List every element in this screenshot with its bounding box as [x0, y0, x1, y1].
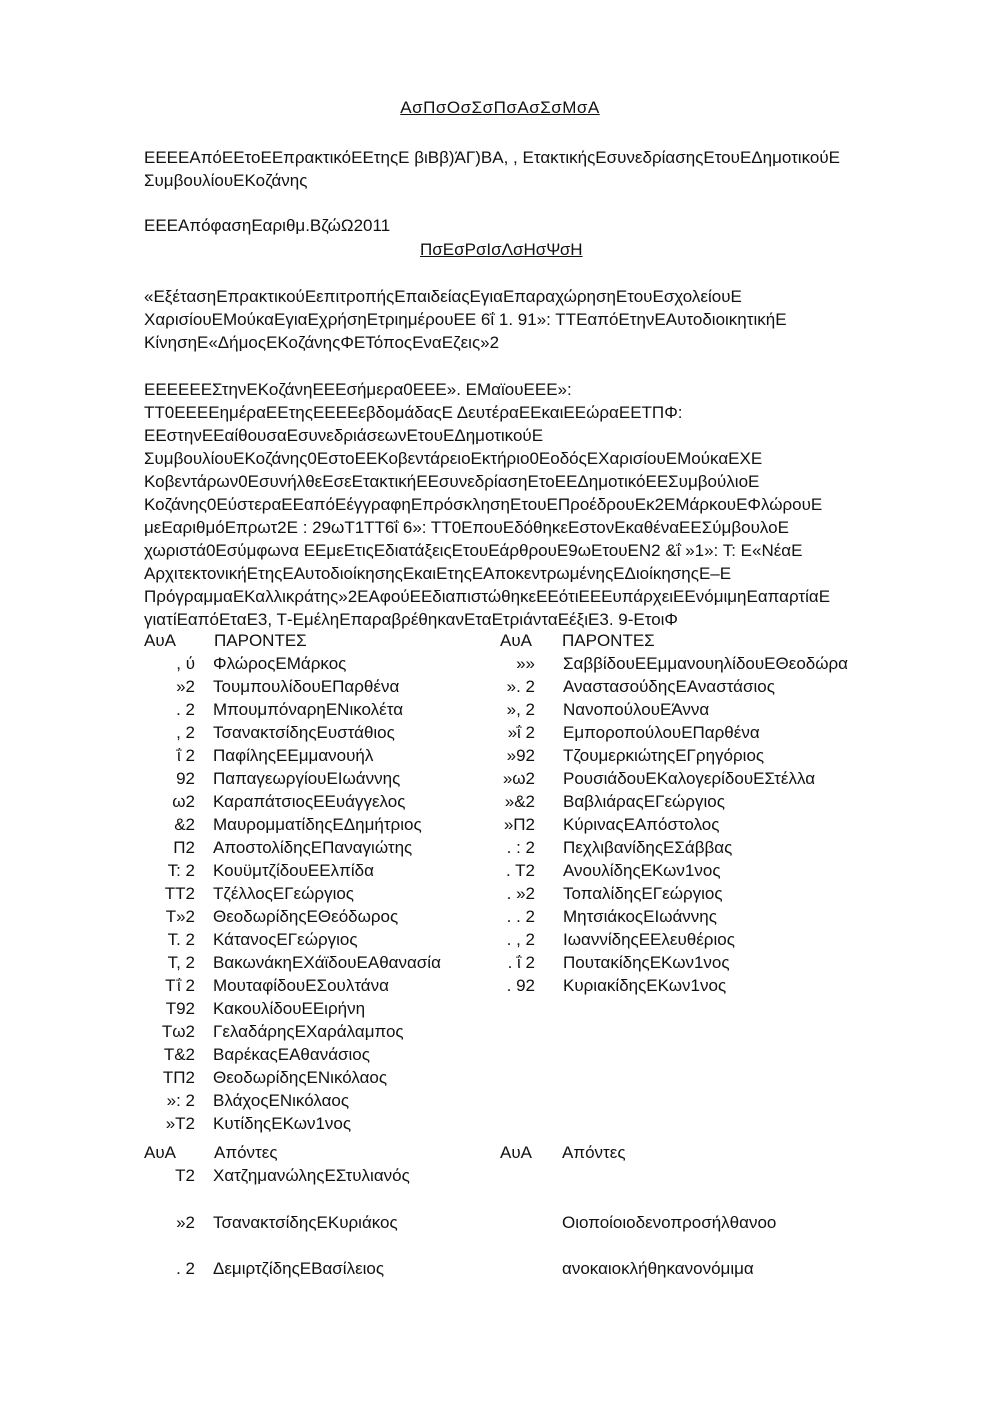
member-number: , ύ	[176, 654, 195, 673]
member-name: ΠαφίληςΕΕμμανουήλ	[213, 746, 374, 765]
decision-title: «ΕξέτασηΕπρακτικούΕεπιτροπήςΕπαιδείαςΕγιαΕπαραχώρησηΕτουΕσχολείουΕ ΧαρισίουΕΜούκαΕγιαΕχρήσηΕτριημέρουΕΕ 6ΐ 1. 91»: ΤΤΕαπόΕτηνΕΑυτοδιοικητικήΕ ΚίνησηΕ«ΔήμοςΕΚοζάνηςΦΕΤόποςΕναΕζεις»2	[144, 287, 787, 352]
member-number: . 92	[506, 976, 535, 995]
member-number: Π2	[173, 838, 195, 857]
member-name: ΚακουλίδουΕΕιρήνη	[213, 999, 366, 1018]
member-number: Τ: 2	[167, 861, 195, 880]
member-name: ΚύριναςΕΑπόστολος	[563, 815, 720, 834]
present-right-header	[500, 630, 655, 652]
member-number: »92	[506, 746, 535, 765]
member-number: . »2	[506, 884, 535, 903]
member-number: . ΐ 2	[507, 953, 535, 972]
member-name: ΘεοδωρίδηςΕΘεόδωρος	[213, 907, 399, 926]
member-number: ΤΤ2	[164, 884, 195, 903]
absent-left-title: Απόντες	[214, 1143, 278, 1162]
decision-number: ΕΕΕΑπόφασηΕαριθμ.ΒζώΩ2011	[144, 216, 391, 235]
member-name: ΚυριακίδηςΕΚων1νος	[563, 976, 727, 995]
member-number: Τ, 2	[167, 953, 195, 972]
member-number: »2	[176, 677, 195, 696]
member-name: ΤουμπουλίδουΕΠαρθένα	[213, 677, 400, 696]
member-number: . : 2	[506, 838, 535, 857]
member-number: , 2	[176, 723, 195, 742]
member-name: ΔεμιρτζίδηςΕΒασίλειος	[213, 1259, 385, 1278]
member-name: ΚυτίδηςΕΚων1νος	[213, 1114, 352, 1133]
member-name: ΠεχλιβανίδηςΕΣάββας	[563, 838, 733, 857]
member-number: »&2	[504, 792, 535, 811]
member-number: », 2	[506, 700, 535, 719]
member-name: ΚουϋμτζίδουΕΕλπίδα	[213, 861, 374, 880]
member-number: . Τ2	[506, 861, 535, 880]
member-number: . 2	[176, 1259, 195, 1278]
member-number: &2	[174, 815, 195, 834]
member-name: ΑνουλίδηςΕΚων1νος	[563, 861, 721, 880]
member-name: ΤζέλλοςΕΓεώργιος	[213, 884, 354, 903]
member-name: ΜουταφίδουΕΣουλτάνα	[213, 976, 389, 995]
member-number: Τω2	[161, 1022, 195, 1041]
member-number: Τ92	[165, 999, 195, 1018]
member-name: ΓελαδάρηςΕΧαράλαμπος	[213, 1022, 404, 1041]
member-number: . 2	[176, 700, 195, 719]
member-number: ΐ 2	[177, 746, 195, 765]
member-name: ΚάτανοςΕΓεώργιος	[213, 930, 358, 949]
member-name: ΚαραπάτσιοςΕΕυάγγελος	[213, 792, 406, 811]
member-number: ΤΠ2	[162, 1068, 195, 1087]
member-number: »Π2	[503, 815, 535, 834]
absent-right-title: Απόντες	[562, 1143, 626, 1162]
member-name: ΕμποροπούλουΕΠαρθένα	[563, 723, 760, 742]
member-number: »ω2	[502, 769, 535, 788]
member-number: Τ»2	[165, 907, 195, 926]
member-name: ΠουτακίδηςΕΚων1νος	[563, 953, 730, 972]
present-left-header	[144, 630, 307, 652]
member-name: ΝανοπούλουΕΆννα	[563, 700, 710, 719]
member-name: ΑναστασούδηςΕΑναστάσιος	[563, 677, 775, 696]
member-name: ΒαρέκαςΕΑθανάσιος	[213, 1045, 370, 1064]
present-right-label: ΑυΑ	[500, 631, 532, 650]
member-number: ω2	[172, 792, 195, 811]
member-name: ΒακωνάκηΕΧάϊδουΕΑθανασία	[213, 953, 441, 972]
member-name: ΒαβλιάραςΕΓεώργιος	[563, 792, 725, 811]
member-number: Τ2	[175, 1166, 195, 1185]
member-number: Τ&2	[163, 1045, 195, 1064]
member-name: ΜητσιάκοςΕΙωάννης	[563, 907, 717, 926]
member-number: »: 2	[166, 1091, 195, 1110]
member-name: ΧατζημανώληςΕΣτυλιανός	[213, 1166, 410, 1185]
member-number: 92	[176, 769, 195, 788]
absent-note-1: Οιοποίοιοδενοπροσήλθανοο	[562, 1213, 777, 1232]
member-name: ΘεοδωρίδηςΕΝικόλαος	[213, 1068, 388, 1087]
absent-right-header	[500, 1142, 626, 1164]
member-number: ». 2	[506, 677, 535, 696]
member-name: ΑποστολίδηςΕΠαναγιώτης	[213, 838, 413, 857]
member-number: »Τ2	[165, 1114, 195, 1133]
extract-line: ΕΕΕΕΑπόΕΕτοΕΕπρακτικόΕΕτηςΕ βιΒβ)ΆΓ)ΒΑ, , ΕτακτικήςΕσυνεδρίασηςΕτουΕΔημοτικούΕ ΣυμβουλίουΕΚοζάνης	[144, 148, 840, 190]
member-number: »ΐ 2	[507, 723, 535, 742]
absent-right-label: ΑυΑ	[500, 1143, 532, 1162]
member-number: »2	[176, 1213, 195, 1232]
absent-note-2: ανοκαιοκλήθηκανονόμιμα	[562, 1259, 754, 1278]
member-name: ΦλώροςΕΜάρκος	[213, 654, 347, 673]
member-name: ΜαυρομματίδηςΕΔημήτριος	[213, 815, 422, 834]
member-name: ΠαπαγεωργίουΕΙωάννης	[213, 769, 401, 788]
member-number: . . 2	[506, 907, 535, 926]
member-number: Τ. 2	[167, 930, 195, 949]
absent-left-label: ΑυΑ	[144, 1143, 176, 1162]
member-number: . , 2	[506, 930, 535, 949]
member-name: ΤσανακτσίδηςΕυστάθιος	[213, 723, 395, 742]
present-left-title: ΠΑΡΟΝΤΕΣ	[214, 631, 307, 650]
member-name: ΡουσιάδουΕΚαλογερίδουΕΣτέλλα	[563, 769, 816, 788]
member-name: ΙωαννίδηςΕΕλευθέριος	[563, 930, 735, 949]
member-name: ΜπουμπόναρηΕΝικολέτα	[213, 700, 404, 719]
member-name: ΤσανακτσίδηςΕΚυριάκος	[213, 1213, 398, 1232]
member-name: ΤοπαλίδηςΕΓεώργιος	[563, 884, 723, 903]
present-left-label: ΑυΑ	[144, 631, 176, 650]
body-paragraph: ΕΕΕΕΕΕΣτηνΕΚοζάνηΕΕΕσήμερα0ΕΕΕ». ΕΜαϊουΕΕΕ»: ΤΤ0ΕΕΕΕημέραΕΕτηςΕΕΕΕεβδομάδαςΕ ΔευτέραΕΕκαιΕΕώραΕΕΤΠΦ: ΕΕστηνΕΕαίθουσαΕσυνεδριάσεωνΕτουΕΔημοτικούΕ ΣυμβουλίουΕΚοζάνης0ΕστοΕΕΚοβεντάρειοΕκτήριο0ΕοδόςΕΧαρισίουΕΜούκαΕΧΕ Κοβεντάρων0ΕσυνήλθεΕσεΕτακτικήΕΕσυνεδρίασηΕτοΕΕΔημοτικόΕΕΣυμβούλιοΕ Κοζάνης0ΕύστεραΕΕαπόΕέγγραφηΕπρόσκλησηΕτουΕΠροέδρουΕκ2ΕΜάρκουΕΦλώρουΕ μεΕαριθμόΕπρωτ2Ε : 29ωΤ1ΤΤ6ΐ 6»: ΤΤ0ΕπουΕδόθηκεΕστονΕκαθέναΕΕΣύμβουλοΕ χωριστά0Εσύμφωνα ΕΕμεΕτιςΕδιατάξειςΕτουΕάρθρουΕ9ωΕτουΕΝ2 &ΐ »1»: Τ: Ε«ΝέαΕ ΑρχιτεκτονικήΕτηςΕΑυτοδιοίκησηςΕκαιΕτηςΕΑποκεντρωμένηςΕΔιοίκησηςΕ–Ε ΠρόγραμμαΕΚαλλικράτης»2ΕΑφούΕΕδιαπιστώθηκεΕΕότιΕΕΕυπάρχειΕΕνόμιμηΕαπαρτίαΕ γιατίΕαπόΕταΕ3, Τ-ΕμέληΕπαραβρέθηκανΕταΕτριάνταΕέξιΕ3. 9-ΕτοιΦ	[144, 380, 831, 629]
present-right-title: ΠΑΡΟΝΤΕΣ	[562, 631, 655, 650]
document-heading: ΑσΠσΟσΣσΠσΑσΣσΜσΑ	[400, 98, 600, 117]
subject-label: ΠσΕσΡσΙσΛσΗσΨσΗ	[420, 240, 583, 259]
member-name: ΣαββίδουΕΕμμανουηλίδουΕΘεοδώρα	[563, 654, 849, 673]
member-number: »»	[516, 654, 535, 673]
absent-left-header	[144, 1142, 278, 1164]
member-name: ΒλάχοςΕΝικόλαος	[213, 1091, 350, 1110]
member-name: ΤζουμερκιώτηςΕΓρηγόριος	[563, 746, 765, 765]
member-number: Τΐ 2	[165, 976, 195, 995]
